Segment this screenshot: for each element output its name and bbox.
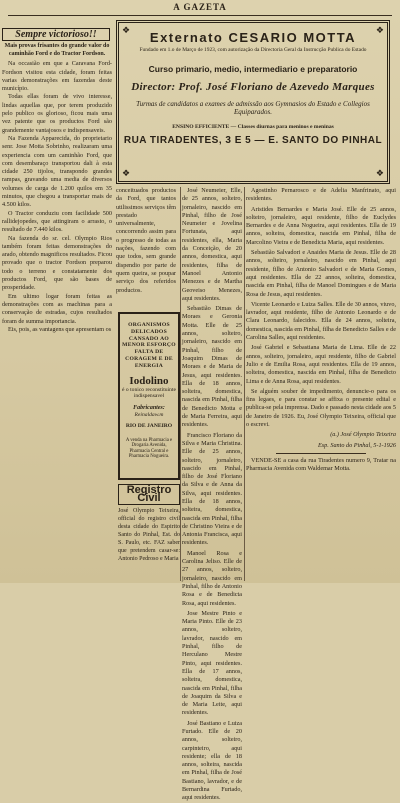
column-divider xyxy=(180,187,181,581)
iodolino-tonic: é o tonico reconstituinte indispensavel xyxy=(122,386,176,400)
signature: (a.) José Olympio Teixeira xyxy=(330,431,396,439)
masthead: A GAZETA xyxy=(173,2,227,12)
dateline: Esp. Santo do Pinhal, 5-1-1926 xyxy=(317,441,396,449)
masthead-rule xyxy=(8,15,392,16)
section-rule xyxy=(276,453,366,454)
article-paragraph: Em ultimo logar foram feitas as demonstrações com as machinas para a conservação de estradas, cujos resultados foram de summa importancia. xyxy=(2,292,112,325)
ad-classes: Turmas de candidatos a exames de admissão aos Gymnasios do Estado e Collegios Equiparados. xyxy=(136,99,370,116)
school-advertisement xyxy=(116,20,390,184)
ad-founded: Fundado em 1.o de Março de 1923, com autorização da Directoria Geral da Instrucção Publica do Estado xyxy=(139,47,367,53)
iodolino-maker: Reinaldaw.m xyxy=(134,411,164,418)
notice-paragraph: Sebastião Dimas de Moraes e Geronia Motta. Elle de 25 annos, solteiro, jornaleiro, nascido em Pinhal, filho de Joaquim Dimas de Moraes e de Maria de Jesus, aqui residentes. Ella de 18 annos, solteira, domestica, nascida em Pinhal, filha de Benedicto Motta e de Maria Ferreira, aqui residentes. xyxy=(182,305,242,429)
registro-civil xyxy=(118,484,180,580)
registro-text: José Olympio Teixeira, official do registro civil desta cidade do Espirito Santo do Pinhal, Est. do S. Paulo, etc. FAZ saber que pretendem casar-se: Antonio Pedroso e Maria xyxy=(118,508,180,562)
middle-right-column xyxy=(182,187,242,802)
iodolino-maker-label: Fabricantes: xyxy=(133,405,165,412)
headline: Sempre victorioso!! xyxy=(2,28,110,41)
ad-ensino: ENSINO EFFICIENTE — Classes diurnas para meninos e meninas xyxy=(172,123,334,130)
corner-ornament-icon: ❖ xyxy=(375,25,384,35)
ad-address: RUA TIRADENTES, 3 E 5 — E. SANTO DO PINHAL xyxy=(123,134,383,146)
notice-paragraph: José Bastiano e Luiza Furtado. Elle de 20 annos, solteiro, carpinteiro, aqui residente; ella de 18 annos, solteira, nascida em Pinhal, filha de José Bastiano, lavrador, e de Bernardina Furtado, aqui residentes. xyxy=(182,719,242,802)
iodolino-footer: A venda na Pharmacia e Drogaria Avenida, Pharmacia Central e Pharmacia Nogueira. xyxy=(125,437,173,460)
article-continuation: conceituados productos da Ford, que tantos utilissimos serviços têm prestado universalmente, concorrendo assim para o progresso de todas as nações, fazendo com que todos, sem grande dispendio por parte de quem queira, se poupar serviço dos referidos productos. xyxy=(116,187,176,294)
notice-paragraph: Manoel Rosa e Carolina Jeliso. Elle de 27 annos, solteiro, jornaleiro, nascido em Pinhal, filho de Antonio Rosa e de Benedicta Rosa, aqui residentes. xyxy=(182,549,242,607)
left-column xyxy=(2,18,112,581)
column-divider xyxy=(244,187,245,581)
corner-ornament-icon: ❖ xyxy=(122,25,131,35)
article-paragraph: O Tractor conduziu com facilidade 500 rallidejopedes, que attingiram o arrasto, o resultado de 7.440 kilos. xyxy=(2,209,112,234)
ad-course: Curso primario, medio, intermediario e preparatorio xyxy=(148,63,358,74)
notice-paragraph: Vicente Leonardo e Luiza Salles. Elle de 30 annos, viuvo, lavrador, aqui residente, filho de Antonio Leonardo e de Clara Leonardo, falecidos. Ella de 24 annos, solteira, domestica, nascida em Pinhal, filha de Benedicto Salles e de Carolina Salles, aqui residentes. xyxy=(246,300,396,342)
ad-title: Externato CESARIO MOTTA xyxy=(149,30,357,45)
middle-left-column xyxy=(116,187,176,307)
notice-paragraph: José Gabriel e Sebastiana Maria de Lima. Elle de 22 annos, solteiro, jornaleiro, aqui residente, filho de Gabriel Julio e de Emilia Rosa, aqui residentes. Ella de 19 annos, solteira, domestica, nascida em Pinhal, filha de Benedicto Lima e de Anna Rosa, aqui residentes. xyxy=(246,344,396,385)
subhead: Mais provas frisantes do grande valor do caminhão Ford e do Tractor Fordson. xyxy=(4,43,110,57)
iodolino-brand: Iodolino xyxy=(129,374,169,387)
iodolino-headline: ORGANISMOS DELICADOS CANSADO AO MENOR ESFORÇO FALTA DE CORAGEM E DE ENERGIA xyxy=(122,322,176,369)
iodolino-advertisement xyxy=(118,312,180,480)
notice-paragraph: Aristides Bernardes e Maria José. Elle de 25 annos, solteiro, jornaleiro, aqui residente, filho de Euclydes Bernardes e de Anna Nogueira, aqui residentes. Ella de 19 annos, solteira, domestica, nascida em Pinhal, filha de Marcolino Vieira e de Benedicta Maria, aqui residentes. xyxy=(246,205,396,246)
corner-ornament-icon: ❖ xyxy=(375,168,384,178)
corner-ornament-icon: ❖ xyxy=(122,168,131,178)
article-paragraph: Na fazenda do sr. cel. Olympio Rios também foram feitas demonstrações do arado, obtendo magnificos resultados. Ficou provado que o tractor Fordson preparou todo o terreno e constatamente dos productos Ford, que são bases de prosperidade. xyxy=(2,234,112,292)
notice-paragraph: José Neumeier, Elle, de 25 annos, solteiro, jornaleiro, nascido em Pinhal, filho de José Neumeier e Jovelina Fortunata, aqui residentes, ella, Maria da Conceição, de 20 annos, domestica, aqui residentes, filha de Manoel Antonio Menezes e de Martha Geoveiso Menezes, aqui residentes. xyxy=(182,187,242,302)
notice-paragraph: Francisco Floriano da Silva e Maria Christina. Elle de 25 annos, solteiro, jornaleiro, nascido em Pinhal, filho de José Floriano da Silva e de Anna da Silva, aqui residentes. Ella de 18 annos, solteira, domestica, nascida em Pinhal, filha de Christino Vieira e de Antonia Francisca, aqui residentes. xyxy=(182,431,242,547)
notice-paragraph: Se alguém souber de impedimento, denuncie-o para os fins legaes, e para constar se affixa o presente edital e publica-se pela imprensa. Dado e passado nesta cidade aos 5 de Janeiro de 1926. Eu, José Olympio Teixeira, official que o escrevi. xyxy=(246,387,396,429)
article-paragraph: Na Fazenda Apparecida, do proprietario senr. Jose Motta Sobrinho, realizaram uma experiencia com um caminhão Ford, que com desembaraço transportou dali à esta cidade 250 tijolos, transpondo grandes rampas, gravando uma media de diversos volumes de carga de 1.200 quilos em 35 minutos, que chegou a transportar mais de 4.500 kilos. xyxy=(2,134,112,209)
classified-ad: VENDE-SE a casa da rua Tiradentes numero 9, Tratar na Pharmacia Avenida com Waldemar Motta. xyxy=(246,456,396,473)
iodolino-city: RIO DE JANEIRO xyxy=(125,422,173,429)
article-paragraph: Na occasião em que a Caravana Ford-Fordson visitou esta cidade, foram feitas varias demonstrações em fazendas deste município. xyxy=(2,60,112,93)
notice-paragraph: Agostinho Pernarosco e de Adelia Manfrinato, aqui residentes. xyxy=(246,187,396,203)
right-column xyxy=(246,187,396,581)
ad-director: Director: Prof. José Floriano de Azevedo Marques xyxy=(131,80,375,93)
article-paragraph: Eis, pois, as vantagens que apresentam os xyxy=(8,325,112,333)
article-paragraph: Todas ellas foram de vivo interesse, lindas aquellas que, por terem produzido pelo publico os glorioso, ficou mais uma vez patente que os productos Ford são grandemente vantajosos e indispensaveis. xyxy=(2,93,112,134)
notice-paragraph: Jose Mestre Pinto e Maria Pinto. Elle de 23 annos, solteiro, lavrador, nascido em Pinhal, filho de Herculano Mestre Pinto, aqui residentes. Ella de 17 annos, solteira, domestica, nascida em Pinhal, filha de Joaquim da Silva e de Maria Leite, aqui residentes. xyxy=(182,609,242,717)
registro-title: Registro Civil xyxy=(118,484,180,505)
notice-paragraph: Sebastião Salvadori e Anaides Maria de Jesus. Elle de 28 annos, solteiro, jornaleiro, nascido em Pinhal, aqui residente, filho de Antonio Salvadori e de Maria Gomes, aqui residentes. Ella de 22 annos, solteira, domestica, nascida em Pinhal, filha de Manoel Domingues e de Maria Rosa de Jesus, aqui residentes. xyxy=(246,249,396,298)
